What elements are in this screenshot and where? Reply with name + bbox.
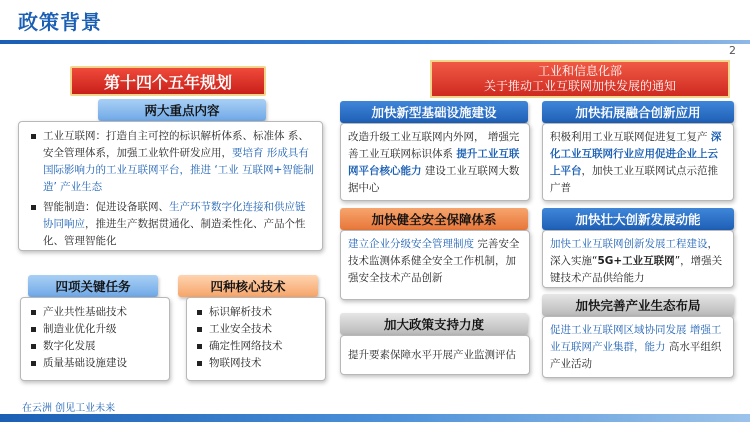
tech-panel (186, 297, 326, 381)
tech-header: 四种核心技术 (178, 275, 318, 297)
focus-item-industrial-internet: 工业互联网：打造自主可控的标识解析体系、标准体 系、安全管理体系，加强工业软件研发应用，要培育 形成具有国际影响力的工业互联网平台，推进 ‘工业 互联网+智能制造’ 产业生态 (29, 128, 314, 196)
infra-header: 加快新型基础设施建设 (340, 101, 528, 123)
security-panel: 建立企业分级安全管理制度 完善安全技术监测体系健全安全工作机制，加强安全技术产品创新 (340, 230, 530, 300)
task-item: 产业共性基础技术 (29, 304, 161, 321)
tech-item: 确定性网络技术 (195, 338, 317, 355)
tech-item: 标识解析技术 (195, 304, 317, 321)
miit-notice-banner (430, 60, 730, 98)
task-item: 质量基础设施建设 (29, 355, 161, 372)
ecosystem-panel: 促进工业互联网区域协同发展 增强工业互联网产业集群，能力 高水平组织产业活动 (542, 316, 734, 378)
policy-panel: 提升要素保障水平开展产业监测评估 (340, 335, 530, 375)
tech-item: 工业安全技术 (195, 321, 317, 338)
footer-slogan: 在云洲 创见工业未来 (22, 403, 116, 414)
security-header: 加快健全安全保障体系 (340, 208, 528, 230)
page-title: 政策背景 (18, 10, 102, 34)
header-divider (0, 40, 750, 44)
growth-header: 加快壮大创新发展动能 (542, 208, 734, 230)
fusion-header: 加快拓展融合创新应用 (542, 101, 734, 123)
task-item: 数字化发展 (29, 338, 161, 355)
fusion-panel: 积极利用工业互联网促进复工复产 深化工业互联网行业应用促进企业上云上平台，加快工业互联网试点示范推广普 (542, 123, 734, 201)
miit-notice-line1: 工业和信息化部 (537, 64, 622, 78)
focus-item-smart-manufacturing: 智能制造：促进设备联网、生产环节数字化连接和供应链协同响应，推进生产数据贯通化、制造柔性化、产品个性化、管理智能化 (29, 199, 314, 250)
ecosystem-header: 加快完善产业生态布局 (542, 294, 734, 316)
focus-panel (18, 121, 323, 251)
focus-header: 两大重点内容 (98, 99, 266, 121)
page-number: 2 (729, 44, 736, 57)
tasks-panel (20, 297, 170, 381)
growth-panel: 加快工业互联网创新发展工程建设，深入实施“5G+工业互联网”，增强关键技术产品供给能力 (542, 230, 734, 288)
tech-item: 物联网技术 (195, 355, 317, 372)
five-year-plan-banner: 第十四个五年规划 (70, 66, 266, 96)
policy-header: 加大政策支持力度 (340, 313, 528, 335)
task-item: 制造业优化升级 (29, 321, 161, 338)
tasks-header: 四项关键任务 (28, 275, 158, 297)
infra-panel: 改造升级工业互联网内外网， 增强完善工业互联网标识体系 提升工业互联网平台核心能力 建设工业互联网大数据中心 (340, 123, 530, 201)
footer-divider (0, 414, 750, 422)
miit-notice-line2: 关于推动工业互联网加快发展的通知 (483, 79, 676, 93)
